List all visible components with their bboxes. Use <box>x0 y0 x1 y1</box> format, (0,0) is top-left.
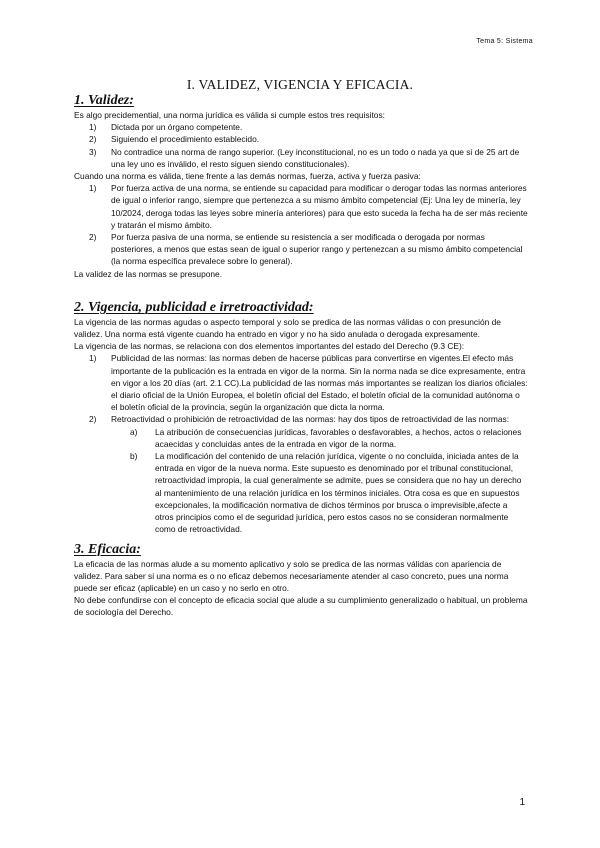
paragraph: La validez de las normas se presupone. <box>74 268 223 279</box>
list-item-text: Publicidad de las normas: las normas deben de hacerse públicas para convertirse en vigentes.El efecto más importante de la publicación es la entrada en vigor de la norma. Sin la norma nada se dice expresamente, entra en vigor a los 20 días (art. 2.1 CC).La publicidad de las normas más importantes se realizan los diarios oficiales: el diario oficial de la Unión Europea, el boletín oficial del Estado, el boletín oficial de la comunidad autónoma o el boletín oficial de la provincia, según la organización que dicta la norma. <box>111 353 528 413</box>
page-number: 1 <box>519 797 525 808</box>
list-item <box>74 182 528 231</box>
document-body <box>74 93 528 619</box>
paragraph: Es algo precidemential, una norma jurídica es válida si cumple estos tres requisitos: <box>74 110 385 120</box>
list-marker: 2) <box>89 414 97 425</box>
paragraph: La vigencia de las normas, se relaciona con dos elementos importantes del estado del Derecho (9.3 CE): <box>74 341 465 352</box>
list-item <box>74 352 528 413</box>
list-item-text: Dictada por un órgano competente. <box>111 122 243 133</box>
list-item <box>74 121 528 133</box>
section-heading-vigencia: 2. Vigencia, publicidad e irretroactividad: <box>74 299 314 315</box>
list-item-text: No contradice una norma de rango superior. (Ley inconstitucional, no es un todo o nada ya que si de 25 art de una ley uno es inválido, el resto siguen siendo constitucionales). <box>111 146 520 169</box>
list-item <box>74 146 528 170</box>
topic-header: Tema 5: Sistema <box>476 38 533 45</box>
list-item <box>111 426 528 450</box>
list-item-text: Por fuerza activa de una norma, se entiende su capacidad para modificar o derogar todas las normas anteriores de igual o inferior rango, siempre que pertenezca a su mismo ámbito competencial (Ej: Una ley de minería, ley 10/2024, deroga todas las leyes sobre minería anteriores) para que esto suceda la fecha ha de ser más reciente y tratarán el mismo ámbito. <box>111 183 528 230</box>
list-item-text: La modificación del contenido de una relación jurídica, vigente o no concluida, iniciada antes de la entrada en vigor de la nueva norma. Este supuesto es denominado por el tribunal constitucional, retroactividad impropia, la cual generalmente se admite, pues se considera que no hay un derecho al mantenimiento de una relación jurídica en los términos iniciales. Otra cosa es que en supuestos excepcionales, la modificación normativa de dichos términos por brusca o imprevisible,afecte a otros principios como el de seguridad jurídica, pero estos casos no se consideran normalmente como de retroactividad. <box>155 451 522 535</box>
list-marker: 2) <box>89 134 97 145</box>
list-marker: 3) <box>89 146 97 157</box>
list-item-text: Por fuerza pasiva de una norma, se entiende su resistencia a ser modificada o derogada por normas posteriores, a menos que estas sean de igual o superior rango y pertenezcan a su mismo ámbito competencial (la norma específica prevalece sobre lo general). <box>111 232 523 267</box>
list-marker: 1) <box>89 353 97 364</box>
list-marker: a) <box>130 426 138 437</box>
list-item-text: Siguiendo el procedimiento establecido. <box>111 134 260 145</box>
list-item-text: Retroactividad o prohibición de retroactividad de las normas: hay dos tipos de retroactividad de las normas: <box>111 414 510 425</box>
list-item <box>74 133 528 145</box>
list-item <box>111 450 528 535</box>
section-heading-validez: 1. Validez: <box>74 93 134 108</box>
list-item <box>74 413 528 535</box>
forces-list <box>74 182 528 267</box>
list-marker: 1) <box>89 183 97 194</box>
paragraph: La vigencia de las normas agudas o aspecto temporal y solo se predica de las normas válidas o con presunción de validez. Una norma está vigente cuando ha entrado en vigor y no ha sido anulada o derogada expresamente. <box>74 316 501 340</box>
retroactivity-list <box>111 426 528 536</box>
list-marker: 2) <box>89 232 97 243</box>
paragraph: Cuando una norma es válida, tiene frente a las demás normas, fuerza, activa y fuerza pasiva: <box>74 171 421 182</box>
list-marker: 1) <box>89 122 97 133</box>
section-heading-eficacia: 3. Eficacia: <box>74 541 141 557</box>
list-item-text: La atribución de consecuencias jurídicas, favorables o desfavorables, a hechos, actos o relaciones acaecidas y concluidas antes de la entrada en vigor de la norma. <box>155 426 522 449</box>
list-item <box>74 231 528 268</box>
requirements-list <box>74 121 528 170</box>
paragraph: La eficacia de las normas alude a su momento aplicativo y solo se predica de las normas válidas con apariencia de validez. Para saber si una norma es o no eficaz debemos necesariamente atender al caso concreto, pues una norma puede ser eficaz (aplicable) en un caso y no serlo en otro. <box>74 558 509 593</box>
vigencia-list <box>74 352 528 535</box>
paragraph: No debe confundirse con el concepto de eficacia social que alude a su cumplimiento generalizado o habitual, un problema de sociología del Derecho. <box>74 595 528 618</box>
list-marker: b) <box>130 451 138 462</box>
page-title: I. VALIDEZ, VIGENCIA Y EFICACIA. <box>186 77 414 92</box>
